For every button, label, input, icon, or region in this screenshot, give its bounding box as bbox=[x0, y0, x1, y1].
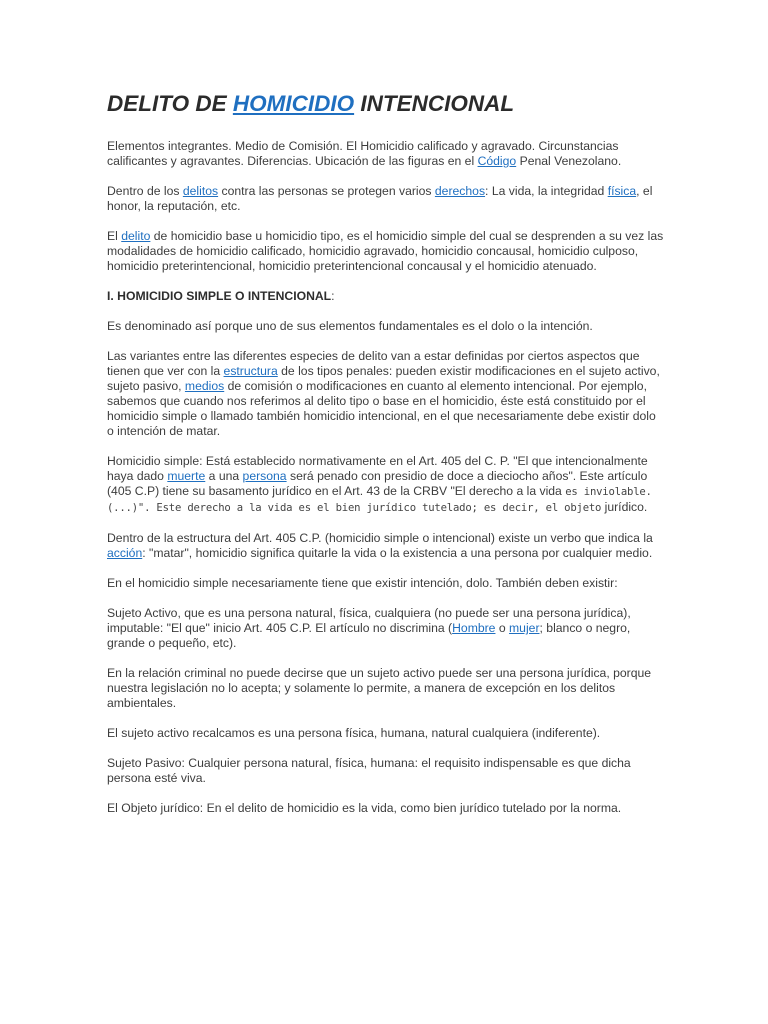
section-heading-text: I. HOMICIDIO SIMPLE O INTENCIONAL bbox=[107, 289, 332, 303]
text-span: a una bbox=[205, 469, 243, 483]
text-span: El bbox=[107, 229, 122, 243]
link-accion[interactable]: acción bbox=[107, 546, 143, 560]
paragraph-sujeto-pasivo: Sujeto Pasivo: Cualquier persona natural, física, humana: el requisito indispensable es que dicha persona esté viva. bbox=[107, 756, 631, 785]
paragraph-estructura-art bbox=[107, 531, 664, 561]
text-span: de homicidio base u homicidio tipo, es el homicidio simple del cual se desprenden a su vez las modalidades de homicidio calificado, homicidio agravado, homicidio concausal, homicidio culposo, homicidio preterintencional, homicidio preterintencional concausal y el homicidio atenuado. bbox=[107, 229, 664, 273]
paragraph-variantes bbox=[107, 349, 664, 439]
link-muerte[interactable]: muerte bbox=[167, 469, 206, 483]
paragraph-objeto-juridico: El Objeto jurídico: En el delito de homicidio es la vida, como bien jurídico tutelado por la norma. bbox=[107, 801, 622, 815]
paragraph-homicidio-simple bbox=[107, 454, 664, 516]
link-hombre[interactable]: Hombre bbox=[452, 621, 496, 635]
title-suffix: INTENCIONAL bbox=[354, 91, 515, 116]
title-prefix: DELITO DE bbox=[107, 91, 233, 116]
text-span: de los tipos penales: pueden existir modificaciones en el sujeto activo, sujeto pasivo, bbox=[107, 364, 660, 393]
link-delitos[interactable]: delitos bbox=[182, 184, 219, 198]
text-span: contra las personas se protegen varios bbox=[218, 184, 435, 198]
text-span: Dentro de la estructura del Art. 405 C.P. (homicidio simple o intencional) existe un verbo que indica la bbox=[107, 531, 653, 545]
text-span: : "matar", homicidio significa quitarle la vida o la existencia a una persona por cualquier medio. bbox=[142, 546, 653, 560]
paragraph-sujeto-activo bbox=[107, 606, 664, 651]
text-span: Las variantes entre las diferentes especies de delito van a estar definidas por ciertos aspectos que tienen que ver con la bbox=[107, 349, 640, 378]
text-span: jurídico. bbox=[601, 500, 648, 514]
section-heading bbox=[107, 289, 664, 304]
link-mujer[interactable]: mujer bbox=[509, 621, 540, 635]
paragraph-intencion: En el homicidio simple necesariamente tiene que existir intención, dolo. También deben existir: bbox=[107, 576, 618, 590]
link-persona[interactable]: persona bbox=[242, 469, 287, 483]
paragraph-delito-base bbox=[107, 229, 664, 274]
text-span: de comisión o modificaciones en cuanto al elemento intencional. Por ejemplo, sabemos que cuando nos referimos al delito tipo o base en el homicidio, éste está constituido por el homicidio simple o llamado también homicidio intencional, en el que necesariamente debe existir dolo o intención de matar. bbox=[107, 379, 656, 438]
paragraph-denominado: Es denominado así porque uno de sus elementos fundamentales es el dolo o la intención. bbox=[107, 319, 593, 333]
link-derechos[interactable]: derechos bbox=[434, 184, 486, 198]
text-span: Sujeto Activo, que es una persona natural, física, cualquiera (no puede ser una persona jurídica), imputable: "El que" inicio Art. 405 C.P. El artículo no discrimina ( bbox=[107, 606, 631, 635]
link-fisica[interactable]: física bbox=[607, 184, 637, 198]
text-span: Dentro de los bbox=[107, 184, 183, 198]
paragraph-derechos bbox=[107, 184, 664, 214]
text-span: Elementos integrantes. Medio de Comisión. El Homicidio calificado y agravado. Circunstancias calificantes y agravantes. Diferencias. Ubicación de las figuras en el bbox=[107, 139, 619, 168]
text-span: será penado con presidio de doce a dieciocho años". Este artículo (405 C.P) tiene su basamento jurídico en el Art. 43 de la CRBV "El derecho a la vida bbox=[107, 469, 648, 498]
link-medios[interactable]: medios bbox=[184, 379, 225, 393]
text-span: Penal Venezolano. bbox=[516, 154, 622, 168]
text-span: o bbox=[495, 621, 510, 635]
paragraph-recalcamos: El sujeto activo recalcamos es una persona física, humana, natural cualquiera (indiferente). bbox=[107, 726, 601, 740]
text-span: ; blanco o negro, grande o pequeño, etc). bbox=[107, 621, 631, 650]
text-span: , el honor, la reputación, etc. bbox=[107, 184, 653, 213]
link-estructura[interactable]: estructura bbox=[223, 364, 278, 378]
text-span: : La vida, la integridad bbox=[485, 184, 608, 198]
document-title bbox=[107, 89, 664, 119]
text-span-mono: es inviolable. (...)". Este derecho a la vida es el bien jurídico tutelado; es decir, el objeto bbox=[107, 486, 652, 514]
text-span: Homicidio simple: Está establecido normativamente en el Art. 405 del C. P. "El que intencionalmente haya dado bbox=[107, 454, 648, 483]
link-codigo[interactable]: Código bbox=[477, 154, 517, 168]
link-homicidio[interactable]: HOMICIDIO bbox=[232, 91, 355, 116]
link-delito[interactable]: delito bbox=[121, 229, 151, 243]
paragraph-intro bbox=[107, 139, 664, 169]
text-span: : bbox=[331, 289, 335, 303]
paragraph-relacion-criminal: En la relación criminal no puede decirse que un sujeto activo puede ser una persona jurídica, porque nuestra legislación no lo acepta; y solamente lo permite, a manera de excepción en los delitos ambientales. bbox=[107, 666, 652, 710]
